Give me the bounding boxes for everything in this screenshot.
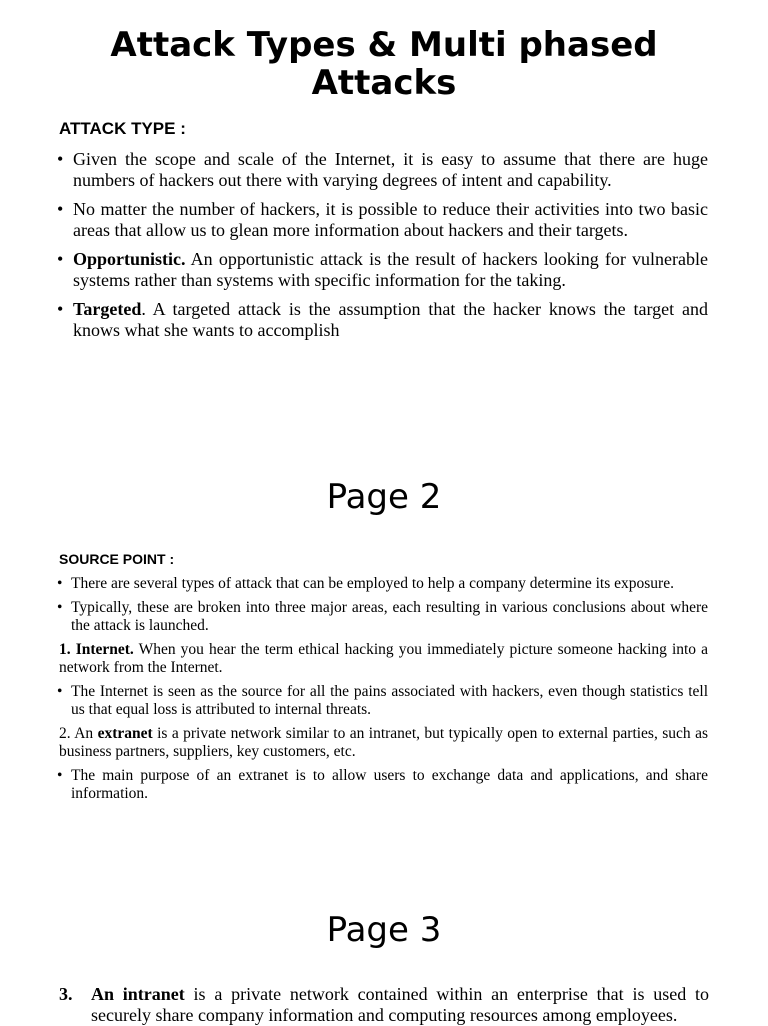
bullet-icon: • [57,575,63,592]
page-3-label: Page 3 [326,910,442,950]
item-number: 3. [59,984,73,1004]
list-item [57,199,708,241]
bullet-icon: • [57,767,63,784]
bullet-text: Typically, these are broken into three major areas, each resulting in various conclusions about where the attack is launched. [71,599,708,634]
source-point-list [57,575,708,809]
bullet-bold-term: Opportunistic. [73,249,186,269]
bullet-text: The Internet is seen as the source for all the pains associated with hackers, even though statistics tell us that equal loss is attributed to internal threats. [71,683,708,718]
intranet-paragraph [59,984,709,1026]
list-item [57,299,708,341]
bullet-icon: • [57,199,64,219]
list-item [57,149,708,191]
list-item [57,599,708,635]
internet-term: 1. Internet. [59,641,134,658]
bullet-bold-term: Targeted [73,299,142,319]
list-item [57,249,708,291]
source-point-heading: SOURCE POINT : [59,551,175,567]
page-2-label: Page 2 [326,477,442,517]
paragraph-text: is a private network similar to an intranet, but typically open to external parties, such as business partners, suppliers, key customers, etc. [59,725,708,760]
bullet-icon: • [57,249,64,269]
bullet-text: No matter the number of hackers, it is possible to reduce their activities into two basic areas that allow us to glean more information about hackers and their targets. [73,199,708,240]
list-item [57,683,708,719]
bullet-icon: • [57,149,64,169]
bullet-text: The main purpose of an extranet is to allow users to exchange data and applications, and share information. [71,767,708,802]
bullet-text: An opportunistic attack is the result of hackers looking for vulnerable systems rather than systems with specific information for the taking. [73,249,708,290]
bullet-icon: • [57,599,63,616]
intranet-numbered-item [59,984,709,1026]
paragraph-text: When you hear the term ethical hacking you immediately picture someone hacking into a network from the Internet. [59,641,708,676]
document-title: Attack Types & Multi phased Attacks [110,25,658,103]
bullet-text: . A targeted attack is the assumption that the hacker knows the target and knows what she wants to accomplish [73,299,708,340]
paragraph-prefix: 2. An [59,725,98,742]
extranet-paragraph [57,725,708,761]
internet-paragraph [57,641,708,677]
list-item [57,575,708,593]
bullet-text: There are several types of attack that can be employed to help a company determine its exposure. [71,575,674,592]
bullet-icon: • [57,683,63,700]
paragraph-text: is a private network contained within an enterprise that is used to securely share company information and computing resources among employees. [91,984,709,1025]
bullet-text: Given the scope and scale of the Internet, it is easy to assume that there are huge numbers of hackers out there with varying degrees of intent and capability. [73,149,708,190]
list-item [57,767,708,803]
attack-type-bullet-list [57,149,708,349]
bullet-icon: • [57,299,64,319]
extranet-term: extranet [97,725,153,742]
attack-type-heading: ATTACK TYPE : [59,119,186,138]
intranet-term: An intranet [91,984,185,1004]
